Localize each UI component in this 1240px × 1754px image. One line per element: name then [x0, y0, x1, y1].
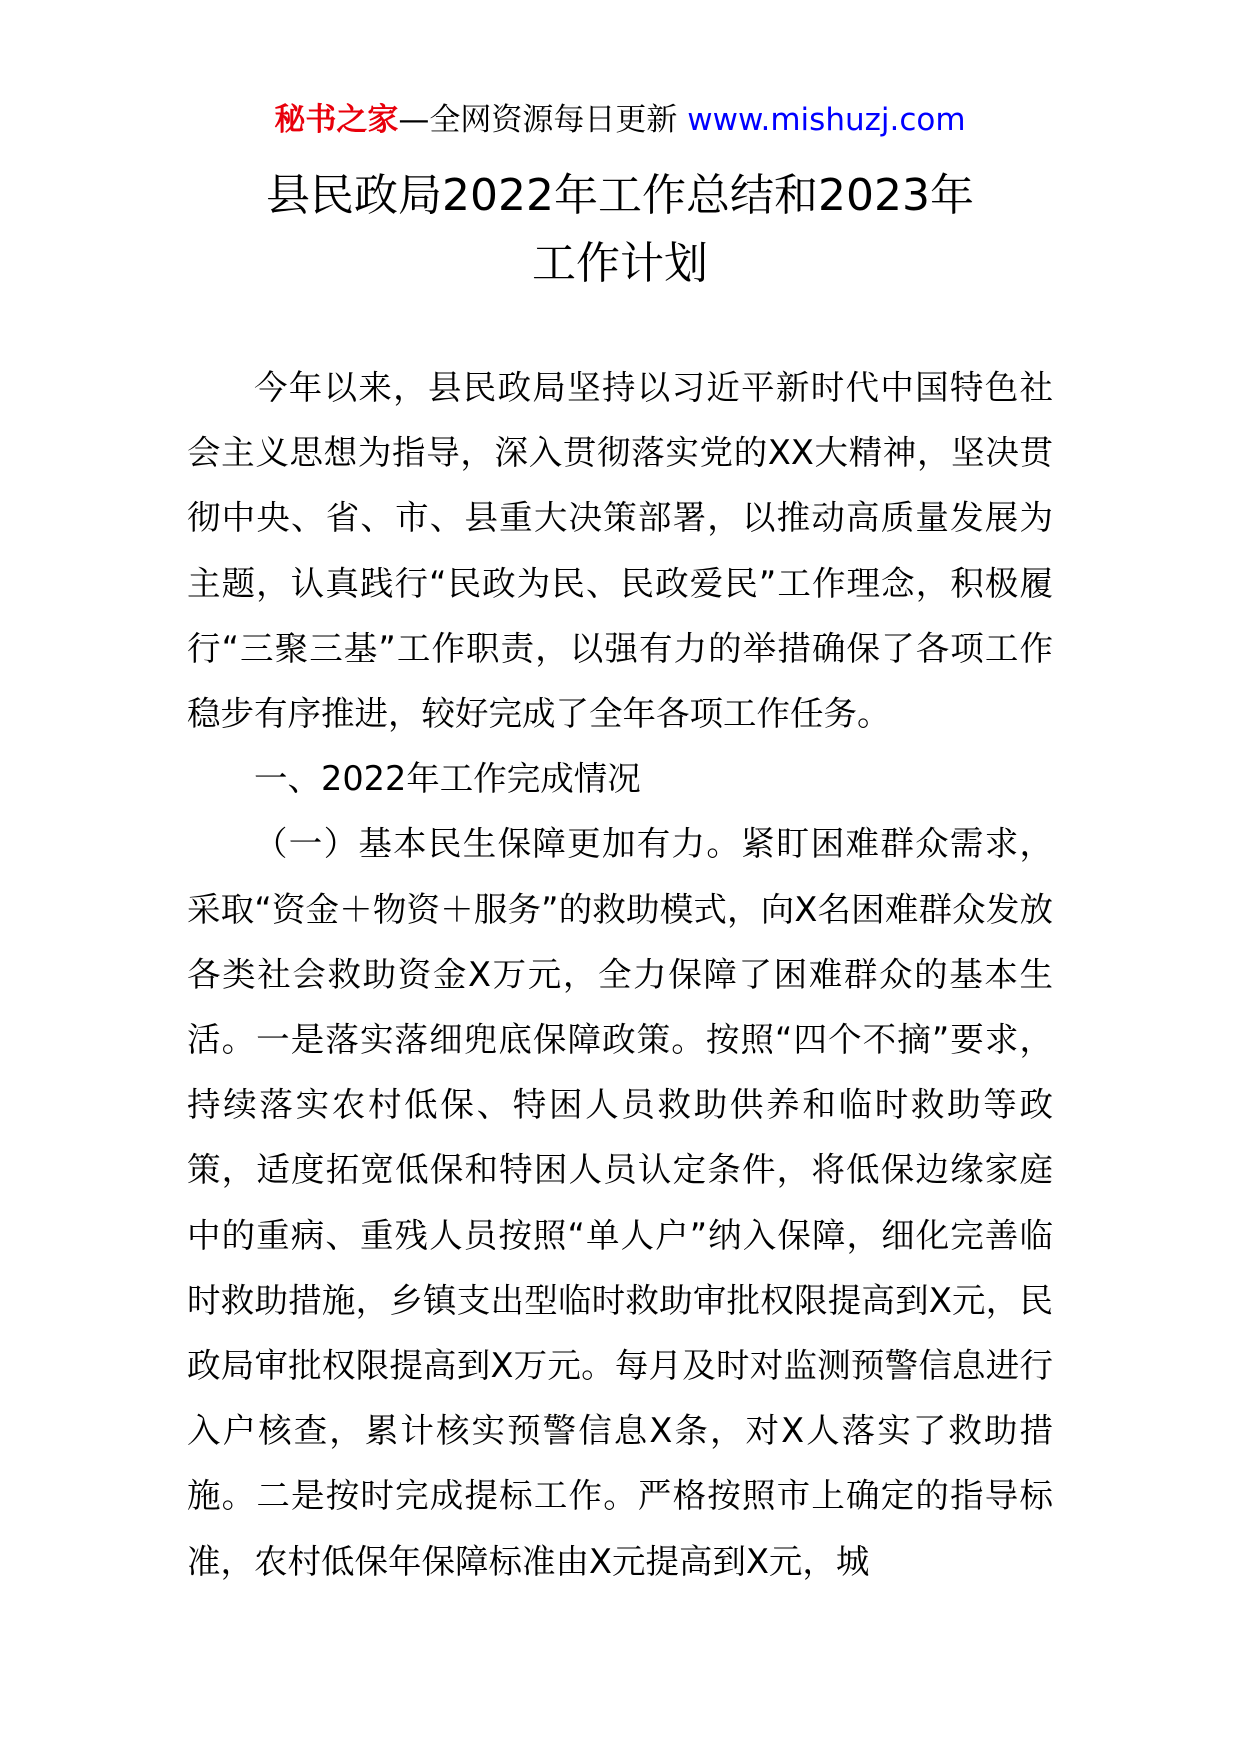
- title-line-1: 县民政局2022年工作总结和2023年: [266, 170, 974, 221]
- site-header: [0, 100, 1240, 140]
- title-line-2: 工作计划: [532, 238, 708, 289]
- section-paragraph: （一）基本民生保障更加有力。紧盯困难群众需求，采取“资金＋物资＋服务”的救助模式，向X名困难群众发放各类社会救助资金X万元，全力保障了困难群众的基本生活。一是落实落细兜底保障政策。按照“四个不摘”要求，持续落实农村低保、特困人员救助供养和临时救助等政策，适度拓宽低保和特困人员认定条件，将低保边缘家庭中的重病、重残人员按照“单人户”纳入保障，细化完善临时救助措施，乡镇支出型临时救助审批权限提高到X元，民政局审批权限提高到X万元。每月及时对监测预警信息进行入户核查，累计核实预警信息X条，对X人落实了救助措施。二是按时完成提标工作。严格按照市上确定的指导标准，农村低保年保障标准由X元提高到X元，城: [187, 824, 1053, 1581]
- document-title: [0, 162, 1240, 298]
- header-tagline: —全网资源每日更新: [398, 102, 688, 138]
- site-url-link[interactable]: www.mishuzj.com: [687, 102, 966, 138]
- document-body: [187, 355, 1053, 1594]
- section-heading: 一、2022年工作完成情况: [254, 759, 641, 799]
- brand-name: 秘书之家: [274, 102, 399, 138]
- intro-paragraph: 今年以来，县民政局坚持以习近平新时代中国特色社会主义思想为指导，深入贯彻落实党的XX大精神，坚决贯彻中央、省、市、县重大决策部署，以推动高质量发展为主题，认真践行“民政为民、民政爱民”工作理念，积极履行“三聚三基”工作职责，以强有力的举措确保了各项工作稳步有序推进，较好完成了全年各项工作任务。: [187, 368, 1053, 734]
